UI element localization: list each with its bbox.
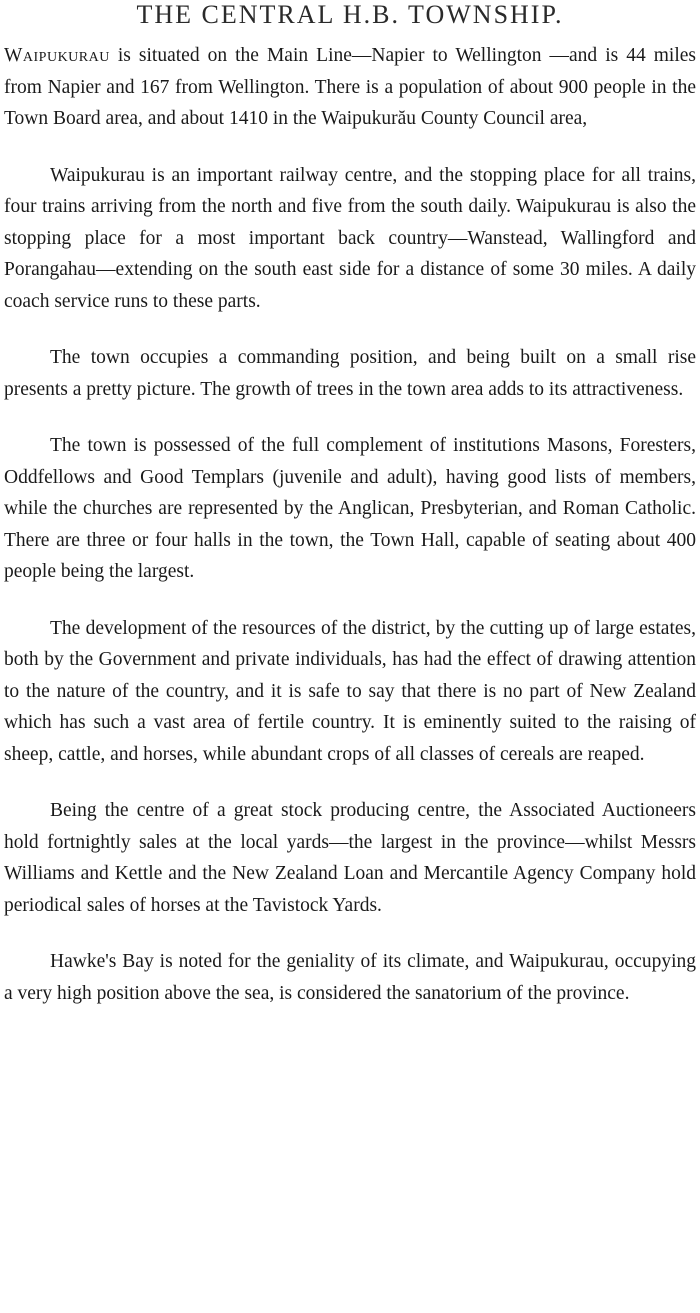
paragraph-1: [4, 40, 696, 135]
paragraph-7: Hawke's Bay is noted for the geniality of its climate, and Waipukurau, occupying a very high position above the sea, is considered the sanatorium of the province.: [4, 951, 696, 1004]
paragraph-2: Waipukurau is an important railway centre, and the stopping place for all trains, four trains arriving from the north and five from the south daily. Waipukurau is also the stopping place for a most important back country—Wanstead, Wallingford and Porangahau—extending on the south east side for a distance of some 30 miles. A daily coach service runs to these parts.: [4, 164, 696, 312]
paragraph-6: Being the centre of a great stock producing centre, the Associated Auctioneers hold fortnightly sales at the local yards—the largest in the province—whilst Messrs Williams and Kettle and the New Zealand Loan and Mercantile Agency Company hold periodical sales of horses at the Tavistock Yards.: [4, 800, 696, 916]
paragraph-5: The development of the resources of the district, by the cutting up of large estates, both by the Government and private individuals, has had the effect of drawing attention to the nature of the country, and it is safe to say that there is no part of New Zealand which has such a vast area of fertile country. It is eminently suited to the raising of sheep, cattle, and horses, while abundant crops of all classes of cereals are reaped.: [4, 617, 696, 765]
lead-word: Waipukurau: [4, 45, 110, 66]
paragraph-4: The town is possessed of the full complement of institutions Masons, Foresters, Oddfellows and Good Templars (juvenile and adult), having good lists of members, while the churches are represented by the Anglican, Presbyterian, and Roman Catholic. There are three or four halls in the town, the Town Hall, capable of seating about 400 people being the largest.: [4, 435, 696, 582]
article-body: [4, 40, 696, 1034]
article-title: THE CENTRAL H.B. TOWNSHIP.: [136, 0, 564, 29]
paragraph-1-text: is situated on the Main Line—Napier to Wellington —and is 44 miles from Napier and 167 from Wellington. There is a population of about 900 people in the Town Board area, and about 1410 in the Waipukurău County Council area,: [4, 45, 696, 129]
paragraph-3: The town occupies a commanding position, and being built on a small rise presents a pretty picture. The growth of trees in the town area adds to its attractiveness.: [4, 347, 696, 400]
